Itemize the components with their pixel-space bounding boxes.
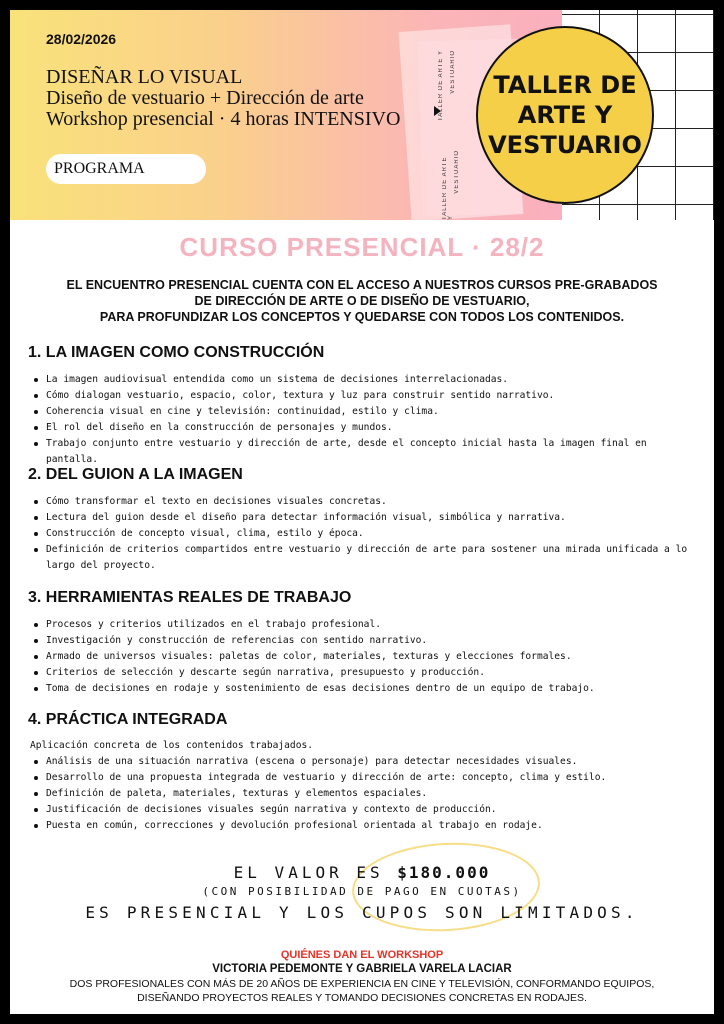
section-title: 2. DEL GUION A LA IMAGEN bbox=[28, 466, 243, 483]
list-item: Coherencia visual en cine y televisión: continuidad, estilo y clima. bbox=[30, 404, 700, 420]
price-note: ES PRESENCIAL Y LOS CUPOS SON LIMITADOS. bbox=[85, 903, 639, 922]
section-list bbox=[30, 617, 700, 697]
header-title-line: DISEÑAR LO VISUAL bbox=[46, 66, 243, 88]
list-item: Criterios de selección y descarte según narrativa, presupuesto y producción. bbox=[30, 665, 700, 681]
price-subnote: (CON POSIBILIDAD DE PAGO EN CUOTAS) bbox=[202, 885, 522, 898]
price-prefix: EL VALOR ES bbox=[233, 863, 384, 882]
list-item: Justificación de decisiones visuales según narrativa y contexto de producción. bbox=[30, 802, 700, 818]
section-list bbox=[30, 372, 700, 468]
vertical-label: VESTUARIO bbox=[450, 50, 456, 94]
section-list bbox=[30, 494, 700, 574]
list-item: Cómo transformar el texto en decisiones visuales concretas. bbox=[30, 494, 700, 510]
header-title-line: Diseño de vestuario + Dirección de arte bbox=[46, 87, 364, 109]
vertical-label: TALLER DE ARTE Y bbox=[438, 50, 444, 122]
price-line bbox=[10, 863, 714, 882]
list-item: Puesta en común, correcciones y devolución profesional orientada al trabajo en rodaje. bbox=[30, 818, 700, 834]
header-banner bbox=[10, 10, 714, 220]
list-item: Investigación y construcción de referencias con sentido narrativo. bbox=[30, 633, 700, 649]
badge-text bbox=[485, 70, 645, 160]
intro-line: DE DIRECCIÓN DE ARTE O DE DISEÑO DE VESTUARIO, bbox=[194, 294, 530, 308]
list-item: Toma de decisiones en rodaje y sostenimiento de esas decisiones dentro de un equipo de trabajo. bbox=[30, 681, 700, 697]
intro-text bbox=[30, 277, 694, 325]
list-item: El rol del diseño en la construcción de personajes y mundos. bbox=[30, 420, 700, 436]
header-title bbox=[46, 67, 400, 130]
footer-description: DOS PROFESIONALES CON MÁS DE 20 AÑOS DE EXPERIENCIA EN CINE Y TELEVISIÓN, CONFORMANDO EQUIPOS, bbox=[69, 978, 655, 990]
badge-line: ARTE Y bbox=[517, 101, 613, 129]
play-arrow-icon bbox=[434, 106, 441, 116]
list-item: Desarrollo de una propuesta integrada de vestuario y dirección de arte: concepto, clima y estilo. bbox=[30, 770, 700, 786]
program-label: PROGRAMA bbox=[46, 154, 206, 184]
section-title: 1. LA IMAGEN COMO CONSTRUCCIÓN bbox=[28, 344, 325, 361]
section-list bbox=[30, 754, 700, 834]
badge-line: TALLER DE bbox=[493, 71, 637, 99]
list-item: Procesos y criterios utilizados en el trabajo profesional. bbox=[30, 617, 700, 633]
section-title: 4. PRÁCTICA INTEGRADA bbox=[28, 711, 228, 728]
event-date: 28/02/2026 bbox=[46, 31, 117, 47]
footer-description: DISEÑANDO PROYECTOS REALES Y TOMANDO DECISIONES CONCRETAS EN RODAJES. bbox=[137, 992, 587, 1004]
intro-line: PARA PROFUNDIZAR LOS CONCEPTOS Y QUEDARSE CON TODOS LOS CONTENIDOS. bbox=[99, 310, 625, 324]
list-item: Definición de criterios compartidos entre vestuario y dirección de arte para sostener una mirada unificada a lo largo del proyecto. bbox=[30, 542, 700, 574]
badge-line: VESTUARIO bbox=[488, 131, 642, 159]
footer-heading: QUIÉNES DAN EL WORKSHOP bbox=[280, 949, 444, 961]
list-item: Armado de universos visuales: paletas de color, materiales, texturas y elecciones formales. bbox=[30, 649, 700, 665]
list-item: Trabajo conjunto entre vestuario y dirección de arte, desde el concepto inicial hasta la imagen final en pantalla. bbox=[30, 436, 700, 468]
vertical-label: VESTUARIO bbox=[454, 150, 460, 194]
list-item: Construcción de concepto visual, clima, estilo y época. bbox=[30, 526, 700, 542]
section-title: 3. HERRAMIENTAS REALES DE TRABAJO bbox=[28, 589, 352, 606]
list-item: Cómo dialogan vestuario, espacio, color, textura y luz para construir sentido narrativo. bbox=[30, 388, 700, 404]
section-intro: Aplicación concreta de los contenidos trabajados. bbox=[30, 740, 314, 751]
list-item: Lectura del guion desde el diseño para detectar información visual, simbólica y narrativa. bbox=[30, 510, 700, 526]
header-title-line: Workshop presencial · 4 horas INTENSIVO bbox=[46, 108, 401, 130]
workshop-badge bbox=[476, 26, 654, 204]
price-amount: $180.000 bbox=[397, 863, 491, 882]
main-title: CURSO PRESENCIAL · 28/2 bbox=[179, 232, 545, 262]
list-item: Análisis de una situación narrativa (escena o personaje) para detectar necesidades visuales. bbox=[30, 754, 700, 770]
instructor-names: VICTORIA PEDEMONTE Y GABRIELA VARELA LACIAR bbox=[212, 963, 512, 975]
list-item: La imagen audiovisual entendida como un sistema de decisiones interrelacionadas. bbox=[30, 372, 700, 388]
flyer-page bbox=[10, 10, 714, 1014]
vertical-label: TALLER DE ARTE Y bbox=[442, 156, 454, 220]
intro-line: EL ENCUENTRO PRESENCIAL CUENTA CON EL ACCESO A NUESTROS CURSOS PRE-GRABADOS bbox=[66, 278, 658, 292]
list-item: Definición de paleta, materiales, texturas y elementos espaciales. bbox=[30, 786, 700, 802]
footer bbox=[10, 948, 714, 1005]
